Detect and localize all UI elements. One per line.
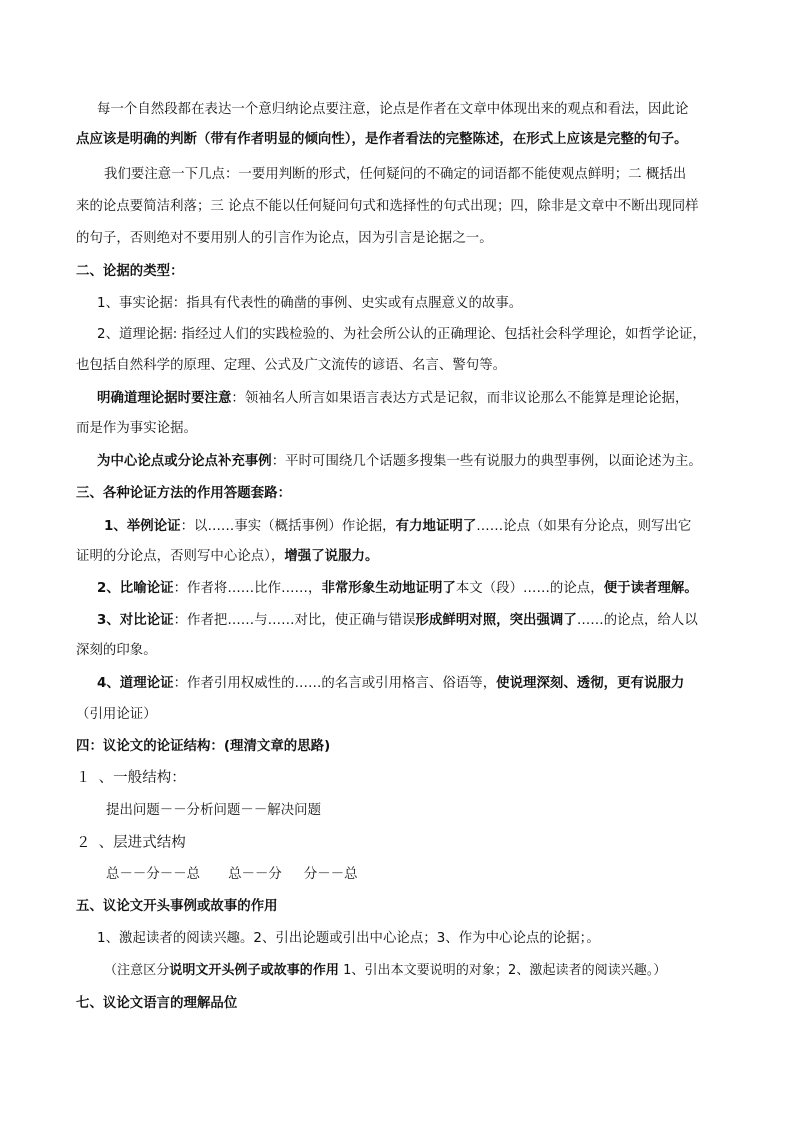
section-2-item-2-line-2 <box>0 356 794 376</box>
structure-label: 、一般结构： <box>98 770 186 786</box>
structure-label: 、层进式结构 <box>98 835 186 851</box>
method-emphasis: 使说理深刻、透彻，更有说服力 <box>496 676 685 691</box>
structure-1-body <box>0 801 794 821</box>
method-3-line-2 <box>0 641 794 661</box>
note-label: 为中心论点或分论点补充事例 <box>97 454 272 469</box>
section-7-heading <box>0 994 794 1014</box>
method-emphasis: 便于读者理解。 <box>603 581 698 596</box>
method-label: 2、比喻论证 <box>97 581 174 596</box>
method-4-line-1 <box>0 674 794 694</box>
structure-1-label <box>0 768 794 788</box>
paragraph-text: 来的论点要简洁利落；三 论点不能以任何疑问句式和选择性的句式出现；四，除非是文章中不断出现同样 <box>76 199 699 214</box>
section-heading-text: 三、各种论证方法的作用答题套路： <box>76 486 292 501</box>
method-1-line-1 <box>0 517 794 537</box>
structure-text: 提出问题－－分析问题－－解决问题 <box>106 803 322 818</box>
note-text: 而是作为事实论据。 <box>76 421 197 436</box>
method-label: 3、对比论证 <box>97 613 174 628</box>
method-text: ……论点（如果有分论点，则写出它 <box>476 519 692 534</box>
paragraph-text: 我们要注意一下几点：一要用判断的形式，任何疑问的不确定的词语都不能使观点鲜明；二 概括出 <box>104 167 687 182</box>
method-3-line-1 <box>0 611 794 631</box>
method-text: ：作者将……比作……， <box>173 581 322 596</box>
method-1-line-2 <box>0 547 794 567</box>
section-2-heading <box>0 262 794 282</box>
method-text: 深刻的印象。 <box>76 643 157 658</box>
section-2-note-1-line-1 <box>0 389 794 409</box>
paragraph-text-bold: 点应该是明确的判断（带有作者明显的倾向性），是作者看法的完整陈述，在形式上应该是完整的句子。 <box>76 132 688 147</box>
structure-pattern-a: 总－－分－－总 <box>106 867 201 882</box>
paragraph-text: 每一个自然段都在表达一个意归纳论点要注意，论点是作者在文章中体现出来的观点和看法，因此论 <box>97 102 689 117</box>
structure-number: １ <box>76 770 91 786</box>
paragraph-2-line-2 <box>0 197 794 217</box>
method-text: ：作者把……与……对比，使正确与错误 <box>173 613 416 628</box>
method-emphasis: 增强了说服力。 <box>284 549 379 564</box>
paragraph-text: 的句子，否则绝对不要用别人的引言作为论点，因为引言是论据之一。 <box>76 231 493 246</box>
section-5-body <box>0 929 794 949</box>
section-heading-text: 二、论据的类型： <box>76 264 184 279</box>
section-5-note <box>0 961 794 981</box>
method-label: 1、举例论证 <box>104 519 181 534</box>
structure-2-label <box>0 833 794 853</box>
note-text: （注意区分 <box>104 963 170 978</box>
paragraph-2-line-3 <box>0 229 794 249</box>
method-2 <box>0 579 794 599</box>
method-text: ……的论点，给人以 <box>576 613 698 628</box>
note-label: 明确道理论据时要注意 <box>97 391 232 406</box>
paragraph-1-line-2 <box>0 130 794 150</box>
method-emphasis: 形成鲜明对照，突出强调了 <box>415 613 577 628</box>
method-text: ：以……事实（概括事例）作论据， <box>180 519 396 534</box>
note-text: ：领袖名人所言如果语言表达方式是记叙，而非议论那么不能算是理论论据， <box>231 391 689 406</box>
paragraph-text: 1、激起读者的阅读兴趣。2、引出论题或引出中心论点；3、作为中心论点的论据；。 <box>97 931 600 946</box>
structure-2-body <box>0 865 794 885</box>
section-heading-text: 五、议论文开头事例或故事的作用 <box>76 899 278 914</box>
note-text: ：平时可围绕几个话题多搜集一些有说服力的典型事例，以面论述为主。 <box>271 454 702 469</box>
section-2-item-1 <box>0 294 794 314</box>
note-emphasis: 说明文开头例子或故事的作用 <box>169 963 339 978</box>
section-3-heading <box>0 484 794 504</box>
method-label: 4、道理论证 <box>97 676 174 691</box>
list-item-text: 1、事实论据：指具有代表性的确凿的事例、史实或有点腥意义的故事。 <box>97 296 523 311</box>
method-emphasis: 非常形象生动地证明了 <box>321 581 456 596</box>
method-text: ：作者引用权威性的……的名言或引用格言、俗语等， <box>173 676 497 691</box>
list-item-text: 2、道理论据: 指经过人们的实践检验的、为社会所公认的正确理论、包括社会科学理论，如哲学论证， <box>97 327 706 342</box>
method-text: 证明的分论点，否则写中心论点）， <box>76 549 285 564</box>
section-4-heading <box>0 737 794 757</box>
section-heading-text: 七、议论文语言的理解品位 <box>76 996 238 1011</box>
section-2-item-2-line-1 <box>0 325 794 345</box>
method-text: 本文（段）……的论点， <box>455 581 604 596</box>
section-heading-text: 四：议论文的论证结构：(理清文章的思路) <box>76 739 331 754</box>
structure-pattern-b: 总－－分 <box>228 867 282 882</box>
paragraph-1-line-1 <box>0 100 794 120</box>
structure-number: ２ <box>76 835 91 851</box>
method-4-line-2 <box>0 705 794 725</box>
structure-pattern-c: 分－－总 <box>303 867 358 882</box>
method-emphasis: 有力地证明了 <box>395 519 477 534</box>
note-text: 1、引出本文要说明的对象；2、激起读者的阅读兴趣。） <box>338 963 667 978</box>
paragraph-2-line-1 <box>0 165 794 185</box>
method-text: （引用论证） <box>76 707 157 722</box>
list-item-text: 也包括自然科学的原理、定理、公式及广文流传的谚语、名言、警句等。 <box>76 358 507 373</box>
section-2-note-2 <box>0 452 794 472</box>
section-2-note-1-line-2 <box>0 419 794 439</box>
section-5-heading <box>0 897 794 917</box>
